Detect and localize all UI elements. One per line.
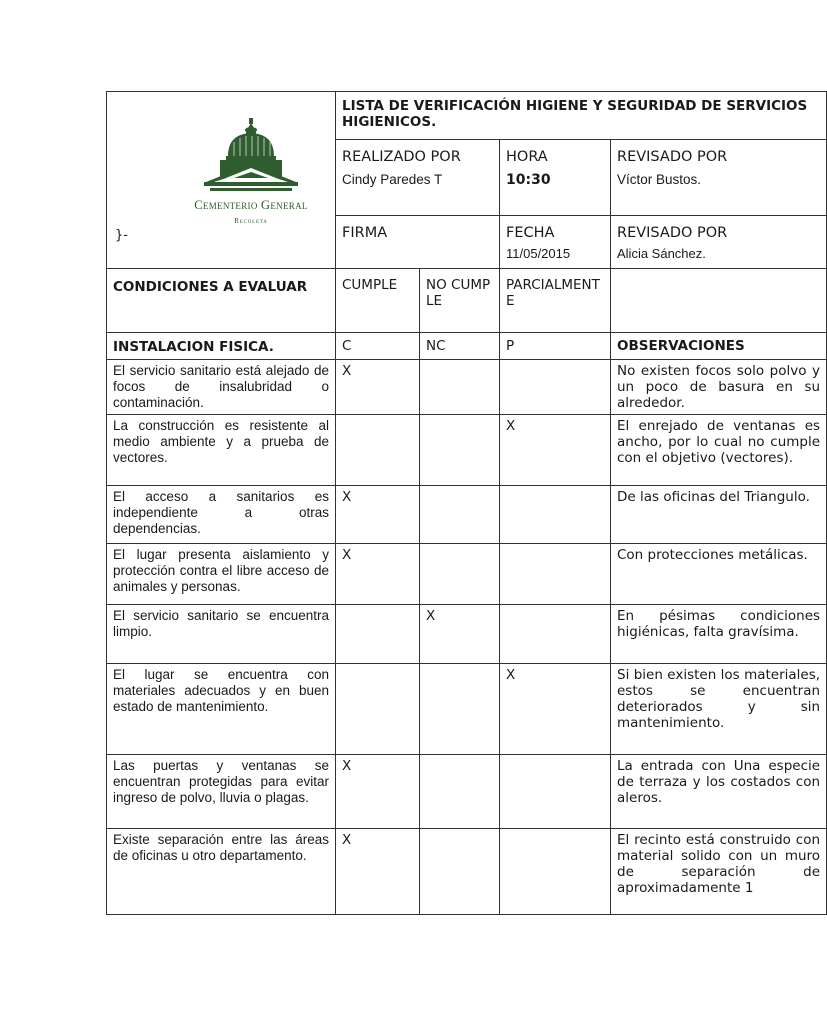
cumple-mark	[336, 605, 420, 664]
document-title: LISTA DE VERIFICACIÓN HIGIENE Y SEGURIDAD DE SERVICIOS HIGIENICOS.	[336, 92, 827, 140]
table-row	[107, 829, 827, 915]
section-title: INSTALACION FISICA.	[107, 333, 336, 360]
fecha-label: FECHA	[506, 225, 555, 241]
col-no-cumple: NO CUMPLE	[420, 269, 500, 333]
observation-cell: De las oficinas del Triangulo.	[611, 486, 827, 544]
table-row	[107, 360, 827, 415]
realizado-label: REALIZADO POR	[342, 149, 461, 165]
fecha-cell	[500, 216, 611, 269]
col-condiciones: CONDICIONES A EVALUAR	[107, 269, 336, 333]
col-empty	[611, 269, 827, 333]
col-parcialmente: PARCIALMENTE	[500, 269, 611, 333]
no-cumple-mark	[420, 829, 500, 915]
parcial-mark	[500, 829, 611, 915]
checklist-table	[106, 91, 827, 915]
section-c: C	[336, 333, 420, 360]
no-cumple-mark	[420, 544, 500, 605]
cumple-mark	[336, 664, 420, 755]
revisado1-cell	[611, 140, 827, 216]
cumple-mark: X	[336, 486, 420, 544]
table-row	[107, 415, 827, 486]
condition-cell: La construcción es resistente al medio ambiente y a prueba de vectores.	[107, 415, 336, 486]
condition-cell: El servicio sanitario está alejado de focos de insalubridad o contaminación.	[107, 360, 336, 415]
cumple-mark: X	[336, 755, 420, 829]
section-nc: NC	[420, 333, 500, 360]
no-cumple-mark	[420, 360, 500, 415]
observation-cell: En pésimas condiciones higiénicas, falta gravísima.	[611, 605, 827, 664]
no-cumple-mark	[420, 664, 500, 755]
table-row	[107, 544, 827, 605]
realizado-value: Cindy Paredes T	[342, 172, 443, 187]
observation-cell: No existen focos solo polvo y un poco de basura en su alrededor.	[611, 360, 827, 415]
condition-cell: El acceso a sanitarios es independiente a otras dependencias.	[107, 486, 336, 544]
revisado2-label: REVISADO POR	[617, 225, 728, 241]
no-cumple-mark: X	[420, 605, 500, 664]
parcial-mark: X	[500, 664, 611, 755]
observation-cell: Si bien existen los materiales, estos se encuentran deteriorados y sin mantenimiento.	[611, 664, 827, 755]
parcial-mark	[500, 605, 611, 664]
observation-cell: El recinto está construido con material solido con un muro de separación de aproximadamente 1	[611, 829, 827, 915]
section-row	[107, 333, 827, 360]
parcial-mark	[500, 544, 611, 605]
cemetery-building-icon	[196, 116, 306, 196]
table-row	[107, 605, 827, 664]
condition-cell: Existe separación entre las áreas de oficinas u otro departamento.	[107, 829, 336, 915]
condition-cell: El lugar presenta aislamiento y protección contra el libre acceso de animales y personas.	[107, 544, 336, 605]
hora-value: 10:30	[506, 172, 551, 188]
observation-cell: Con protecciones metálicas.	[611, 544, 827, 605]
revisado2-cell	[611, 216, 827, 269]
table-row	[107, 755, 827, 829]
cumple-mark: X	[336, 360, 420, 415]
title-row	[107, 92, 827, 140]
logo-name: Cementerio General	[194, 198, 308, 212]
no-cumple-mark	[420, 755, 500, 829]
cumple-mark: X	[336, 829, 420, 915]
marker-text: }-	[115, 228, 128, 243]
condition-cell: Las puertas y ventanas se encuentran protegidas para evitar ingreso de polvo, lluvia o plagas.	[107, 755, 336, 829]
no-cumple-mark	[420, 415, 500, 486]
cemetery-logo	[183, 116, 319, 229]
logo-subtitle: Recoleta	[234, 217, 268, 225]
parcial-mark	[500, 360, 611, 415]
col-cumple: CUMPLE	[336, 269, 420, 333]
firma-label: FIRMA	[342, 225, 388, 241]
parcial-mark	[500, 486, 611, 544]
condition-cell: El lugar se encuentra con materiales adecuados y en buen estado de mantenimiento.	[107, 664, 336, 755]
cumple-mark: X	[336, 544, 420, 605]
column-header-row	[107, 269, 827, 333]
realizado-cell	[336, 140, 500, 216]
observation-cell: El enrejado de ventanas es ancho, por lo cual no cumple con el objetivo (vectores).	[611, 415, 827, 486]
revisado2-value: Alicia Sánchez.	[617, 246, 706, 261]
condition-cell: El servicio sanitario se encuentra limpio.	[107, 605, 336, 664]
parcial-mark: X	[500, 415, 611, 486]
logo-cell	[107, 92, 336, 269]
no-cumple-mark	[420, 486, 500, 544]
fecha-value: 11/05/2015	[506, 246, 571, 261]
hora-cell	[500, 140, 611, 216]
revisado1-label: REVISADO POR	[617, 149, 728, 165]
revisado1-value: Víctor Bustos.	[617, 172, 702, 187]
parcial-mark	[500, 755, 611, 829]
section-observaciones: OBSERVACIONES	[611, 333, 827, 360]
cumple-mark	[336, 415, 420, 486]
hora-label: HORA	[506, 149, 548, 165]
firma-cell	[336, 216, 500, 269]
table-row	[107, 664, 827, 755]
table-row	[107, 486, 827, 544]
observation-cell: La entrada con Una especie de terraza y los costados con aleros.	[611, 755, 827, 829]
section-p: P	[500, 333, 611, 360]
